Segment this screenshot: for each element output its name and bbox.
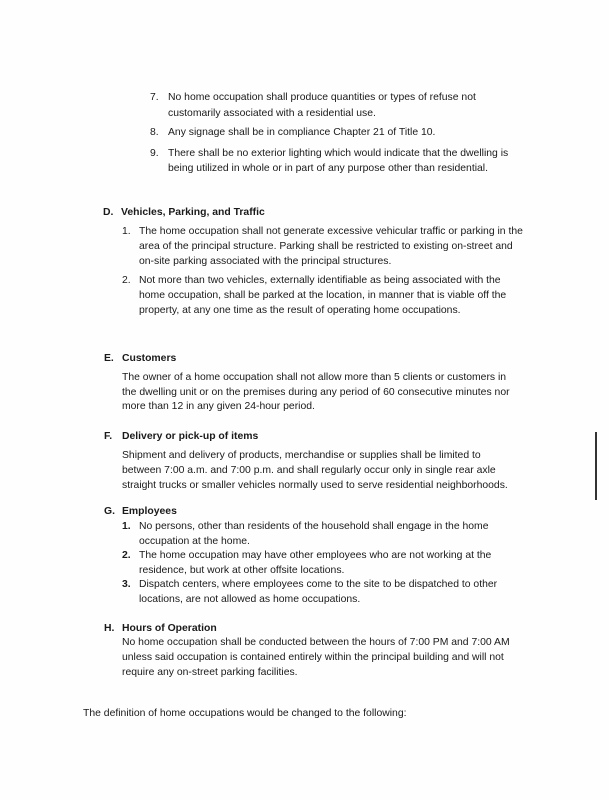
list-item-text: area of the principal structure. Parking shall be restricted to existing on-street and (139, 241, 513, 252)
section-letter: G. (104, 506, 115, 517)
list-number: 8. (150, 127, 159, 138)
paragraph-line: more than 12 in any given 24-hour period. (122, 401, 315, 412)
section-letter: E. (104, 353, 114, 364)
section-letter: H. (104, 623, 115, 634)
scan-margin-mark (595, 432, 597, 500)
list-number: 2. (122, 550, 131, 561)
paragraph-line: unless said occupation is contained entirely within the principal building and will not (122, 652, 504, 663)
section-heading: Customers (122, 353, 177, 364)
paragraph-line: No home occupation shall be conducted between the hours of 7:00 PM and 7:00 AM (122, 637, 510, 648)
paragraph-line: the dwelling unit or on the premises during any period of 60 consecutive minutes nor (122, 387, 510, 398)
list-item-text: No home occupation shall produce quantities or types of refuse not (168, 92, 476, 103)
paragraph-line: straight trucks or smaller vehicles normally used to serve residential neighborhoods. (122, 480, 508, 491)
section-heading: Hours of Operation (122, 623, 217, 634)
list-item-text: locations, are not allowed as home occupations. (139, 594, 361, 605)
paragraph-line: between 7:00 a.m. and 7:00 p.m. and shall regularly occur only in single rear axle (122, 465, 496, 476)
list-item-text: occupation at the home. (139, 536, 250, 547)
section-heading: Delivery or pick-up of items (122, 431, 259, 442)
list-item-text: The home occupation shall not generate excessive vehicular traffic or parking in the (139, 226, 523, 237)
paragraph-line: The owner of a home occupation shall not allow more than 5 clients or customers in (122, 372, 507, 383)
list-number: 2. (122, 275, 131, 286)
list-number: 1. (122, 226, 131, 237)
section-letter: D. (103, 207, 114, 218)
list-item-text: No persons, other than residents of the household shall engage in the home (139, 521, 489, 532)
list-number: 7. (150, 92, 159, 103)
list-number: 9. (150, 148, 159, 159)
list-item-text: being utilized in whole or in part of any purpose other than residential. (168, 163, 488, 174)
section-heading: Employees (122, 506, 177, 517)
list-item-text: on-site parking associated with the principal structures. (139, 256, 392, 267)
list-item-text: Dispatch centers, where employees come to the site to be dispatched to other (139, 579, 498, 590)
list-item-text: There shall be no exterior lighting which would indicate that the dwelling is (168, 148, 509, 159)
list-item-text: property, at any one time as the result of operating home occupations. (139, 305, 461, 316)
paragraph-line: require any on-street parking facilities. (122, 667, 298, 678)
paragraph-line: Shipment and delivery of products, merchandise or supplies shall be limited to (122, 450, 481, 461)
list-number: 1. (122, 521, 131, 532)
list-item-text: home occupation, shall be parked at the location, in manner that is viable off the (139, 290, 507, 301)
list-item-text: Any signage shall be in compliance Chapter 21 of Title 10. (168, 127, 436, 138)
closing-sentence: The definition of home occupations would be changed to the following: (83, 708, 407, 719)
list-item-text: The home occupation may have other employees who are not working at the (139, 550, 492, 561)
list-item-text: residence, but work at other offsite locations. (139, 565, 345, 576)
list-item-text: customarily associated with a residential use. (168, 108, 376, 119)
list-item-text: Not more than two vehicles, externally identifiable as being associated with the (139, 275, 501, 286)
list-number: 3. (122, 579, 131, 590)
section-heading: Vehicles, Parking, and Traffic (121, 207, 265, 218)
section-letter: F. (104, 431, 113, 442)
